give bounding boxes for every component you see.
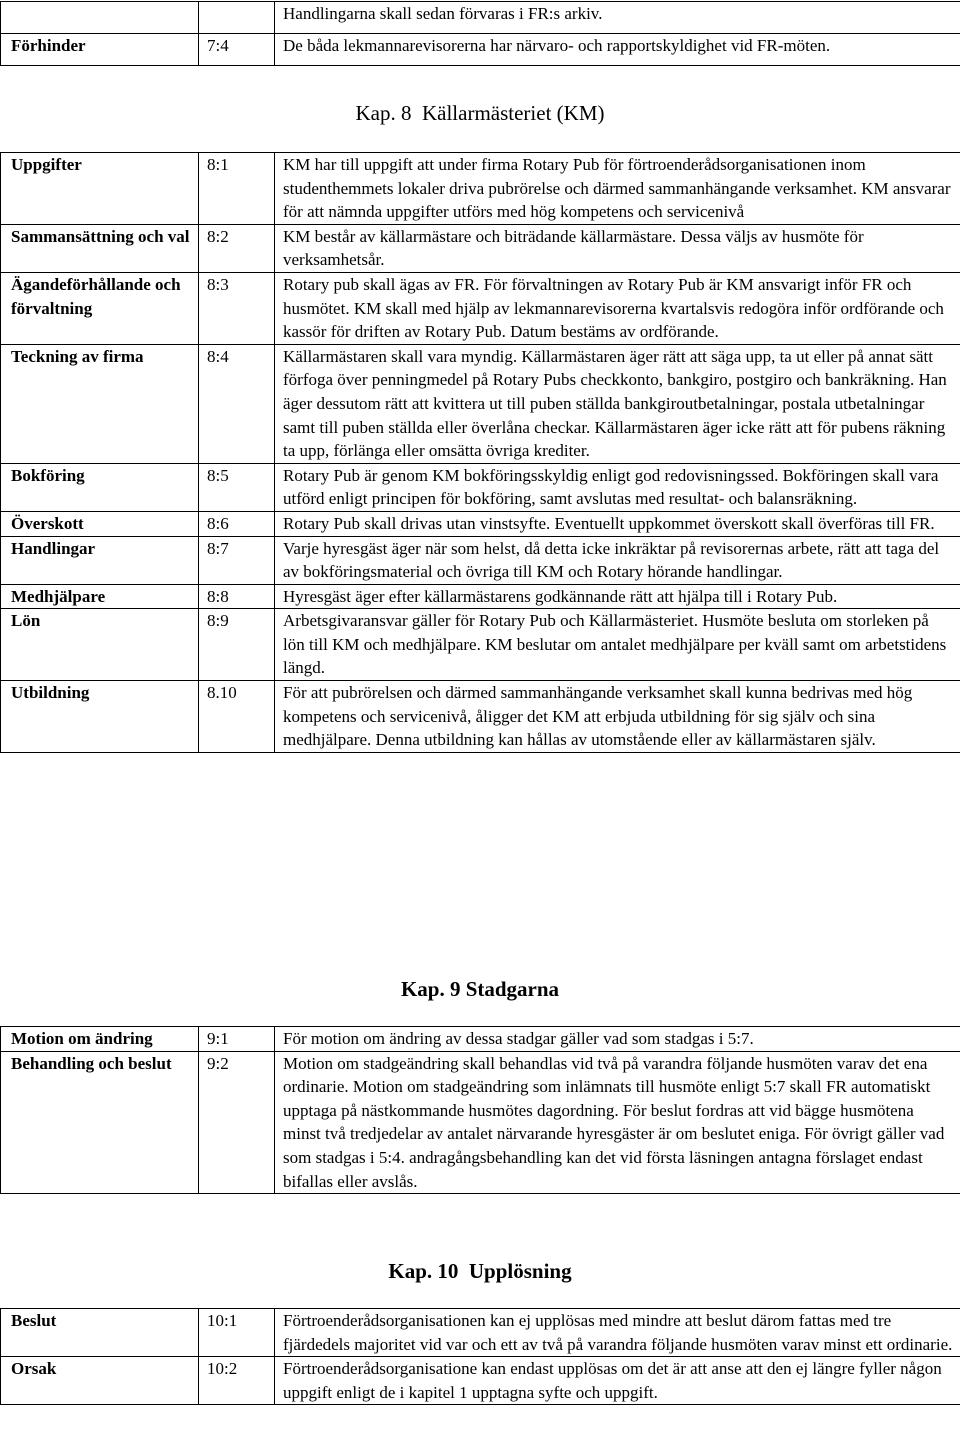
table-row	[1, 1051, 960, 1194]
chapter-number: Kap. 9	[400, 977, 461, 1001]
row-term: Behandling och beslut	[1, 1051, 199, 1194]
row-number: 8:1	[199, 153, 275, 225]
row-number: 8.10	[199, 681, 275, 753]
row-text: Motion om stadgeändring skall behandlas vid två på varandra följande husmöten varav det ena ordinarie. Motion om stadgeändring som inlämnats till husmöte enligt 5:7 skall FR automatiskt upptaga på nästkommande husmötes dagordning. För beslut fordras att vid bägge husmötena minst två tredjedelar av antalet närvarande hyresgäster är om beslutet eniga. För övrigt gäller vad som stadgas i 5:4. andragångsbehandling kan det vid första läsningen antagna förslaget endast bifallas eller avslås.	[275, 1051, 960, 1194]
table-row	[1, 536, 960, 584]
row-term: Bokföring	[1, 463, 199, 511]
table-row	[1, 609, 960, 681]
row-text: Hyresgäst äger efter källarmästarens godkännande rätt att hjälpa till i Rotary Pub.	[275, 584, 960, 609]
row-number: 9:2	[199, 1051, 275, 1194]
row-term: Överskott	[1, 511, 199, 536]
table-row	[1, 511, 960, 536]
row-number: 9:1	[199, 1027, 275, 1052]
row-term: Orsak	[1, 1357, 199, 1405]
row-term: Handlingar	[1, 536, 199, 584]
table-row	[1, 224, 960, 272]
table-row	[1, 272, 960, 344]
row-text: De båda lekmannarevisorerna har närvaro- och rapportskyldighet vid FR-möten.	[275, 34, 960, 66]
row-number: 8:7	[199, 536, 275, 584]
table-row	[1, 34, 960, 66]
row-text: För motion om ändring av dessa stadgar gäller vad som stadgas i 5:7.	[275, 1027, 960, 1052]
row-text: Källarmästaren skall vara myndig. Källarmästaren äger rätt att säga upp, ta ut eller på annat sätt förfoga över penningmedel på Rotary Pubs checkkonto, bankgiro, postgiro och bankräkning. Han äger dessutom rätt att kvittera ut till puben ställda bankgiroutbetalningar, postala utbetalningar samt till puben ställda eller överlåna checkar. Källarmästaren äger icke rätt att för pubens räkning ta upp, förlänga eller omsätta övriga krediter.	[275, 344, 960, 463]
row-term: Uppgifter	[1, 153, 199, 225]
row-text: Rotary Pub skall drivas utan vinstsyfte. Eventuellt uppkommet överskott skall överföras till FR.	[275, 511, 960, 536]
chapter-number: Kap. 8	[355, 101, 412, 125]
table-row	[1, 584, 960, 609]
row-term: Utbildning	[1, 681, 199, 753]
row-term: Motion om ändring	[1, 1027, 199, 1052]
chapter-heading-10	[0, 1258, 960, 1284]
row-term: Förhinder	[1, 34, 199, 66]
table-row	[1, 2, 960, 34]
chapter-title: Upplösning	[468, 1259, 572, 1283]
upplosning-table	[0, 1308, 960, 1405]
row-number: 8:5	[199, 463, 275, 511]
row-number: 8:8	[199, 584, 275, 609]
chapter-heading-9	[0, 976, 960, 1002]
row-term: Sammansättning och val	[1, 224, 199, 272]
row-number: 8:6	[199, 511, 275, 536]
table-row	[1, 1357, 960, 1405]
row-term: Teckning av firma	[1, 344, 199, 463]
km-table	[0, 152, 960, 753]
table-row	[1, 153, 960, 225]
stadgar-table	[0, 1026, 960, 1194]
row-number: 8:3	[199, 272, 275, 344]
row-text: KM har till uppgift att under firma Rotary Pub för förtroenderådsorganisationen inom studenthemmets lokaler driva pubrörelse och därmed sammanhängande verksamhet. KM ansvarar för att nämnda uppgifter utförs med hög kompetens och servicenivå	[275, 153, 960, 225]
row-number: 10:1	[199, 1309, 275, 1357]
row-number: 10:2	[199, 1357, 275, 1405]
row-number: 7:4	[199, 34, 275, 66]
row-text: Rotary Pub är genom KM bokföringsskyldig enligt god redovisningssed. Bokföringen skall vara utförd enligt principen för bokföring, samt avslutas med resultat- och balansräkning.	[275, 463, 960, 511]
row-number: 8:4	[199, 344, 275, 463]
chapter-heading-8	[0, 100, 960, 126]
row-term: Beslut	[1, 1309, 199, 1357]
table-row	[1, 463, 960, 511]
chapter-title: Stadgarna	[465, 977, 560, 1001]
row-number: 8:9	[199, 609, 275, 681]
row-text: För att pubrörelsen och därmed sammanhängande verksamhet skall kunna bedrivas med hög kompetens och servicenivå, åligger det KM att erbjuda utbildning för sig själv och sina medhjälpare. Denna utbildning kan hållas av utomstående eller av källarmästaren själv.	[275, 681, 960, 753]
table-row	[1, 681, 960, 753]
row-text: Förtroenderådsorganisatione kan endast upplösas om det är att anse att den ej längre fyller någon uppgift enligt de i kapitel 1 upptagna syfte och uppgift.	[275, 1357, 960, 1405]
row-term: Medhjälpare	[1, 584, 199, 609]
top-table	[0, 1, 960, 66]
row-term	[1, 2, 199, 34]
row-term: Lön	[1, 609, 199, 681]
table-row	[1, 344, 960, 463]
row-term: Ägandeförhållande och förvaltning	[1, 272, 199, 344]
row-number	[199, 2, 275, 34]
row-text: Arbetsgivaransvar gäller för Rotary Pub och Källarmästeriet. Husmöte besluta om storleken på lön till KM och medhjälpare. KM beslutar om antalet medhjälpare per kväll samt om arbetstidens längd.	[275, 609, 960, 681]
chapter-number: Kap. 10	[388, 1259, 459, 1283]
row-text: Varje hyresgäst äger när som helst, då detta icke inkräktar på revisorernas arbete, rätt att taga del av bokföringsmaterial och övriga till KM och Rotary hörande handlingar.	[275, 536, 960, 584]
table-row	[1, 1309, 960, 1357]
row-text: Rotary pub skall ägas av FR. För förvaltningen av Rotary Pub är KM ansvarigt inför FR och husmötet. KM skall med hjälp av lekmannarevisorerna kvartalsvis redogöra inför ordförande och kassör för driften av Rotary Pub. Datum bestäms av ordförande.	[275, 272, 960, 344]
row-text: Handlingarna skall sedan förvaras i FR:s arkiv.	[275, 2, 960, 34]
chapter-title: Källarmästeriet (KM)	[421, 101, 605, 125]
row-text: KM består av källarmästare och biträdande källarmästare. Dessa väljs av husmöte för verksamhetsår.	[275, 224, 960, 272]
row-number: 8:2	[199, 224, 275, 272]
table-row	[1, 1027, 960, 1052]
row-text: Förtroenderådsorganisationen kan ej upplösas med mindre att beslut därom fattas med tre fjärdedels majoritet vid var och ett av två på varandra följande husmöten varav minst ett ordinarie.	[275, 1309, 960, 1357]
